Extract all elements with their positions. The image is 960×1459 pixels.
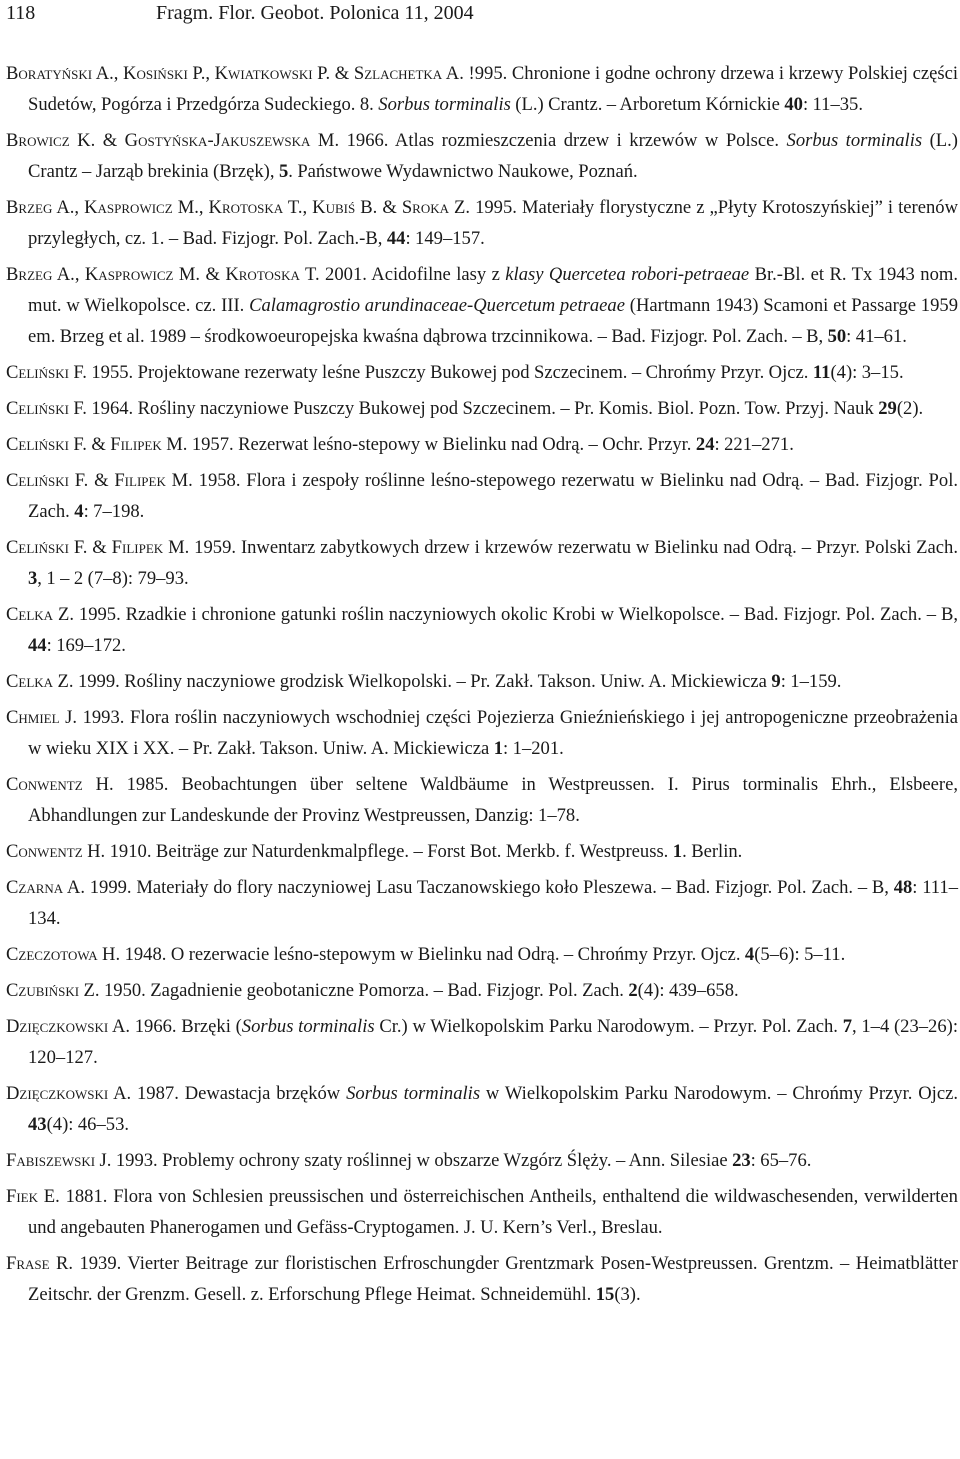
reference-text: (Hartmann 1943) Scamoni et Passarge 1959 em. Brzeg et al. 1989 – środkowoeuropejska kwaśna dąbrowa trzcinnikowa. – Bad. Fizjogr. Pol. Zach. – B, bbox=[28, 295, 958, 347]
reference-text: 1881. Flora von Schlesien preussischen und österreichischen Antheils, enthaltend die wildwaschesenden, verwilderten und angebauten Phanerogamen und Gefäss-Cryptogamen. J. U. Kern’s Verl., Breslau. bbox=[28, 1186, 958, 1238]
reference-author: Boratyński A., Kosiński P., Kwiatkowski P. & Szlachetka A. bbox=[6, 63, 464, 84]
reference-text: : 7–198. bbox=[83, 501, 145, 522]
reference-italic-text: Calamagrostio arundinaceae-Quercetum petraeae bbox=[249, 295, 625, 316]
reference-volume: 44 bbox=[386, 228, 406, 249]
reference-text: 1993. Flora roślin naczyniowych wschodniej części Pojezierza Gnieźnieńskiego i jej antropogeniczne przeobrażenia w wieku XIX i XX. – Pr. Zakł. Takson. Uniw. A. Mickiewicza bbox=[28, 707, 958, 759]
reference-entry bbox=[6, 1011, 958, 1073]
page-number: 118 bbox=[6, 2, 36, 24]
reference-entry bbox=[6, 125, 958, 187]
reference-text: : 149–157. bbox=[405, 228, 485, 249]
reference-text: 1985. Beobachtungen über seltene Waldbäume in Westpreussen. I. Pirus torminalis Ehrh., Elsbeere, Abhandlungen zur Landeskunde der Provinz Westpreussen, Danzig: 1–78. bbox=[28, 774, 959, 826]
reference-text: (L.) Crantz – Jarząb brekinia (Brzęk), bbox=[28, 130, 959, 182]
reference-text: 1910. Beiträge zur Naturdenkmalpflege. – Forst Bot. Merkb. f. Westpreuss. bbox=[105, 841, 673, 862]
reference-volume: 1 bbox=[493, 738, 504, 759]
reference-entry bbox=[6, 666, 958, 697]
reference-text: 1959. Inwentarz zabytkowych drzew i krzewów rezerwatu w Bielinku nad Odrą. – Przyr. Polski Zach. bbox=[189, 537, 958, 558]
reference-author: Celiński F. bbox=[6, 362, 87, 383]
running-header bbox=[6, 0, 954, 30]
reference-text: w Wielkopolskim Parku Narodowym. – Chrońmy Przyr. Ojcz. bbox=[480, 1083, 959, 1104]
reference-author: Celiński F. & Filipek M. bbox=[6, 470, 193, 491]
reference-text: , 1–4 (23–26): 120–127. bbox=[28, 1016, 959, 1068]
reference-author: Chmiel J. bbox=[6, 707, 78, 728]
reference-author: Conwentz H. bbox=[6, 841, 106, 862]
reference-text: 1993. Problemy ochrony szaty roślinnej w obszarze Wzgórz Ślęży. – Ann. Silesiae bbox=[111, 1150, 733, 1171]
journal-title: Fragm. Flor. Geobot. Polonica 11, 2004 bbox=[156, 2, 474, 24]
reference-text: 1948. O rezerwacie leśno-stepowym w Bielinku nad Odrą. – Chrońmy Przyr. Ojcz. bbox=[120, 944, 745, 965]
reference-volume: 40 bbox=[784, 94, 803, 115]
reference-text: : 221–271. bbox=[714, 434, 794, 455]
reference-author: Fabiszewski J. bbox=[6, 1150, 112, 1171]
reference-author: Czubiński Z. bbox=[6, 980, 100, 1001]
reference-author: Conwentz H. bbox=[6, 774, 114, 795]
reference-entry bbox=[6, 192, 958, 254]
reference-text: (5–6): 5–11. bbox=[754, 944, 846, 965]
reference-text: Cr.) w Wielkopolskim Parku Narodowym. – Przyr. Pol. Zach. bbox=[374, 1016, 843, 1037]
reference-volume: 4 bbox=[74, 501, 84, 522]
reference-volume: 1 bbox=[672, 841, 683, 862]
reference-italic-text: Sorbus torminalis bbox=[346, 1083, 481, 1104]
reference-entry bbox=[6, 975, 958, 1006]
reference-volume: 15 bbox=[595, 1284, 615, 1305]
reference-text: (3). bbox=[614, 1284, 641, 1305]
reference-entry bbox=[6, 393, 958, 424]
reference-author: Dzięczkowski A. bbox=[6, 1016, 131, 1037]
reference-entry bbox=[6, 1248, 958, 1310]
reference-entry bbox=[6, 599, 958, 661]
reference-text: 1957. Rezerwat leśno-stepowy w Bielinku nad Odrą. – Ochr. Przyr. bbox=[187, 434, 696, 455]
reference-entry bbox=[6, 429, 958, 460]
reference-text: (2). bbox=[896, 398, 924, 419]
reference-text: Br.-Bl. et R. Tx 1943 nom. mut. w Wielkopolsce. cz. III. bbox=[28, 264, 958, 316]
reference-entry bbox=[6, 702, 958, 764]
reference-text: . Państwowe Wydawnictwo Naukowe, Poznań. bbox=[288, 161, 638, 182]
reference-text: : 11–35. bbox=[802, 94, 863, 115]
reference-text: : 1–159. bbox=[780, 671, 842, 692]
reference-entry bbox=[6, 58, 958, 120]
reference-text: 1955. Projektowane rezerwaty leśne Puszczy Bukowej pod Szczecinem. – Chrońmy Przyr. Ojcz. bbox=[86, 362, 813, 383]
reference-entry bbox=[6, 769, 958, 831]
reference-text: : 65–76. bbox=[750, 1150, 812, 1171]
reference-author: Celiński F. & Filipek M. bbox=[6, 434, 188, 455]
reference-author: Brzeg A., Kasprowicz M., Krotoska T., Kubiś B. & Sroka Z. bbox=[6, 197, 471, 218]
reference-author: Fiek E. bbox=[6, 1186, 60, 1207]
reference-volume: 4 bbox=[744, 944, 755, 965]
reference-volume: 23 bbox=[732, 1150, 751, 1171]
reference-text: 1999. Rośliny naczyniowe grodzisk Wielkopolski. – Pr. Zakł. Takson. Uniw. A. Mickiewicza bbox=[73, 671, 772, 692]
reference-text: 1950. Zagadnienie geobotaniczne Pomorza. – Bad. Fizjogr. Pol. Zach. bbox=[99, 980, 629, 1001]
reference-text: , 1 – 2 (7–8): 79–93. bbox=[37, 568, 189, 589]
reference-volume: 48 bbox=[893, 877, 913, 898]
reference-text: : 41–61. bbox=[846, 326, 907, 347]
reference-text: (L.) Crantz. – Arboretum Kórnickie bbox=[510, 94, 785, 115]
reference-volume: 5 bbox=[278, 161, 289, 182]
reference-author: Browicz K. & Gostyńska-Jakuszewska M. bbox=[6, 130, 340, 151]
reference-text: 1966. Brzęki ( bbox=[130, 1016, 242, 1037]
reference-volume: 24 bbox=[695, 434, 715, 455]
reference-italic-text: Sorbus torminalis bbox=[378, 94, 511, 115]
reference-author: Celka Z. bbox=[6, 604, 74, 625]
reference-volume: 50 bbox=[827, 326, 847, 347]
reference-text: : 169–172. bbox=[46, 635, 126, 656]
reference-volume: 7 bbox=[842, 1016, 852, 1037]
reference-text: : 1–201. bbox=[503, 738, 564, 759]
reference-text: !995. Chronione i godne ochrony drzewa i krzewy Polskiej części Sudetów, Pogórza i Przedgórza Sudeckiego. 8. bbox=[28, 63, 958, 115]
reference-text: (4): 3–15. bbox=[830, 362, 904, 383]
reference-entry bbox=[6, 1145, 958, 1176]
reference-entry bbox=[6, 836, 958, 867]
reference-text: 1995. Materiały florystyczne z „Płyty Krotoszyńskiej” i terenów przyległych, cz. 1. – Bad. Fizjogr. Pol. Zach.-B, bbox=[28, 197, 958, 249]
reference-text: 1987. Dewastacja brzęków bbox=[131, 1083, 347, 1104]
reference-volume: 2 bbox=[628, 980, 638, 1001]
reference-italic-text: Sorbus torminalis bbox=[241, 1016, 375, 1037]
reference-list bbox=[6, 58, 958, 1310]
reference-text: 1966. Atlas rozmieszczenia drzew i krzewów w Polsce. bbox=[339, 130, 787, 151]
reference-text: 1995. Rzadkie i chronione gatunki roślin naczyniowych okolic Krobi w Wielkopolsce. – Bad. Fizjogr. Pol. Zach. – B, bbox=[73, 604, 959, 625]
reference-text: 1964. Rośliny naczyniowe Puszczy Bukowej pod Szczecinem. – Pr. Komis. Biol. Pozn. Tow. Przyj. Nauk bbox=[86, 398, 879, 419]
reference-volume: 9 bbox=[771, 671, 781, 692]
reference-entry bbox=[6, 939, 958, 970]
reference-author: Celiński F. & Filipek M. bbox=[6, 537, 190, 558]
reference-text: (4): 46–53. bbox=[46, 1114, 130, 1135]
reference-text: 1958. Flora i zespoły roślinne leśno-stepowego rezerwatu w Bielinku nad Odrą. – Bad. Fizjogr. Pol. Zach. bbox=[28, 470, 959, 522]
reference-text: (4): 439–658. bbox=[637, 980, 739, 1001]
reference-text: 2001. Acidofilne lasy z bbox=[319, 264, 506, 285]
reference-author: Czarna A. bbox=[6, 877, 85, 898]
reference-text: . Berlin. bbox=[682, 841, 743, 862]
reference-entry bbox=[6, 1181, 958, 1243]
reference-author: Brzeg A., Kasprowicz M. & Krotoska T. bbox=[6, 264, 320, 285]
reference-author: Celka Z. bbox=[6, 671, 74, 692]
reference-text: 1939. Vierter Beitrage zur floristischen Erfroschungder Grentzmark Posen-Westpreussen. Grentzm. – Heimatblätter Zeitschr. der Grenzm. Gesell. z. Erforschung Pflege Heimat. Schneidemühl. bbox=[28, 1253, 958, 1305]
reference-author: Celiński F. bbox=[6, 398, 87, 419]
reference-author: Dzięczkowski A. bbox=[6, 1083, 132, 1104]
reference-volume: 44 bbox=[28, 635, 47, 656]
reference-italic-text: klasy Quercetea robori-petraeae bbox=[505, 264, 750, 285]
reference-entry bbox=[6, 872, 958, 934]
reference-text: 1999. Materiały do flory naczyniowej Lasu Taczanowskiego koło Pleszewa. – Bad. Fizjogr. Pol. Zach. – B, bbox=[84, 877, 894, 898]
reference-entry bbox=[6, 357, 958, 388]
reference-volume: 3 bbox=[28, 568, 38, 589]
reference-author: Czeczotowa H. bbox=[6, 944, 121, 965]
reference-italic-text: Sorbus torminalis bbox=[786, 130, 923, 151]
reference-entry bbox=[6, 259, 958, 352]
reference-entry bbox=[6, 465, 958, 527]
reference-volume: 11 bbox=[812, 362, 831, 383]
reference-entry bbox=[6, 1078, 958, 1140]
reference-text: : 111–134. bbox=[28, 877, 959, 929]
reference-volume: 43 bbox=[28, 1114, 47, 1135]
reference-author: Frase R. bbox=[6, 1253, 74, 1274]
reference-volume: 29 bbox=[878, 398, 897, 419]
reference-entry bbox=[6, 532, 958, 594]
